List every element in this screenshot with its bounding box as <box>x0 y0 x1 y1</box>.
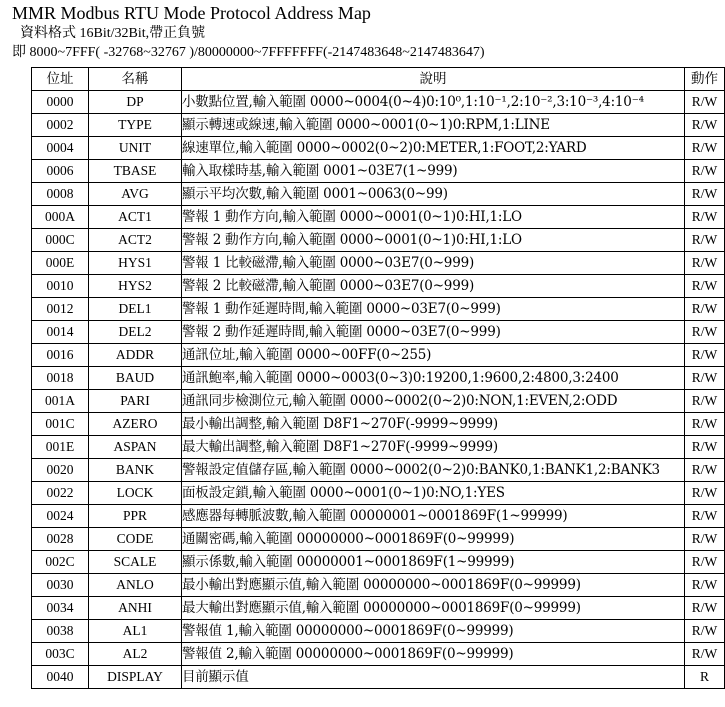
cell-address: 0030 <box>32 574 89 597</box>
table-row <box>32 298 725 321</box>
cell-action: R <box>685 666 725 689</box>
table-row <box>32 344 725 367</box>
data-range-line: 即 8000~7FFF( -32768~32767 )/80000000~7FFFFFFF(-2147483648~2147483647) <box>12 45 485 60</box>
table-row <box>32 390 725 413</box>
cell-description: 最小輸出調整,輸入範圍 D8F1~270F(-9999~9999) <box>182 413 685 436</box>
cell-description: 顯示轉速或線速,輸入範圍 0000~0001(0~1)0:RPM,1:LINE <box>182 114 685 137</box>
cell-address: 000A <box>32 206 89 229</box>
cell-address: 001C <box>32 413 89 436</box>
table-row <box>32 597 725 620</box>
table-body <box>32 91 725 689</box>
cell-action: R/W <box>685 597 725 620</box>
table-row <box>32 666 725 689</box>
header-name: 名稱 <box>89 68 182 91</box>
cell-action: R/W <box>685 183 725 206</box>
table-row <box>32 367 725 390</box>
cell-address: 0040 <box>32 666 89 689</box>
table-row <box>32 482 725 505</box>
cell-action: R/W <box>685 229 725 252</box>
cell-description: 警報 1 比較磁滯,輸入範圍 0000~03E7(0~999) <box>182 252 685 275</box>
cell-action: R/W <box>685 206 725 229</box>
cell-description: 感應器每轉脈波數,輸入範圍 00000001~0001869F(1~99999) <box>182 505 685 528</box>
cell-name: LOCK <box>89 482 182 505</box>
table-row <box>32 551 725 574</box>
cell-name: ACT2 <box>89 229 182 252</box>
cell-address: 0018 <box>32 367 89 390</box>
cell-action: R/W <box>685 551 725 574</box>
cell-description: 小數點位置,輸入範圍 0000~0004(0~4)0:10⁰,1:10⁻¹,2:10⁻²,3:10⁻³,4:10⁻⁴ <box>182 91 685 114</box>
table-row <box>32 459 725 482</box>
cell-name: UNIT <box>89 137 182 160</box>
cell-action: R/W <box>685 459 725 482</box>
cell-address: 0022 <box>32 482 89 505</box>
cell-address: 000E <box>32 252 89 275</box>
cell-name: AZERO <box>89 413 182 436</box>
cell-address: 003C <box>32 643 89 666</box>
cell-address: 001E <box>32 436 89 459</box>
cell-address: 0028 <box>32 528 89 551</box>
cell-action: R/W <box>685 643 725 666</box>
cell-description: 警報 1 動作方向,輸入範圍 0000~0001(0~1)0:HI,1:LO <box>182 206 685 229</box>
cell-description: 警報值 1,輸入範圍 00000000~0001869F(0~99999) <box>182 620 685 643</box>
cell-action: R/W <box>685 574 725 597</box>
cell-name: ACT1 <box>89 206 182 229</box>
cell-address: 0038 <box>32 620 89 643</box>
cell-description: 最大輸出對應顯示值,輸入範圍 00000000~0001869F(0~99999) <box>182 597 685 620</box>
cell-action: R/W <box>685 160 725 183</box>
cell-action: R/W <box>685 298 725 321</box>
table-row <box>32 137 725 160</box>
table-row <box>32 183 725 206</box>
table-row <box>32 413 725 436</box>
table-row <box>32 620 725 643</box>
cell-name: DP <box>89 91 182 114</box>
cell-name: PARI <box>89 390 182 413</box>
cell-description: 線速單位,輸入範圍 0000~0002(0~2)0:METER,1:FOOT,2:YARD <box>182 137 685 160</box>
cell-description: 最大輸出調整,輸入範圍 D8F1~270F(-9999~9999) <box>182 436 685 459</box>
cell-name: ASPAN <box>89 436 182 459</box>
cell-action: R/W <box>685 528 725 551</box>
cell-name: AVG <box>89 183 182 206</box>
cell-description: 輸入取樣時基,輸入範圍 0001~03E7(1~999) <box>182 160 685 183</box>
cell-description: 顯示平均次數,輸入範圍 0001~0063(0~99) <box>182 183 685 206</box>
cell-name: PPR <box>89 505 182 528</box>
cell-description: 警報值 2,輸入範圍 00000000~0001869F(0~99999) <box>182 643 685 666</box>
cell-action: R/W <box>685 367 725 390</box>
cell-address: 000C <box>32 229 89 252</box>
cell-address: 0020 <box>32 459 89 482</box>
cell-description: 警報 2 動作延遲時間,輸入範圍 0000~03E7(0~999) <box>182 321 685 344</box>
cell-name: TYPE <box>89 114 182 137</box>
table-header-row <box>32 68 725 91</box>
cell-address: 0006 <box>32 160 89 183</box>
cell-action: R/W <box>685 505 725 528</box>
cell-name: ADDR <box>89 344 182 367</box>
cell-address: 0014 <box>32 321 89 344</box>
table-row <box>32 643 725 666</box>
cell-description: 警報 1 動作延遲時間,輸入範圍 0000~03E7(0~999) <box>182 298 685 321</box>
cell-address: 0004 <box>32 137 89 160</box>
cell-action: R/W <box>685 137 725 160</box>
data-format-line: 資料格式 16Bit/32Bit,帶正負號 <box>20 26 206 41</box>
cell-name: SCALE <box>89 551 182 574</box>
table-row <box>32 275 725 298</box>
cell-name: BANK <box>89 459 182 482</box>
table-row <box>32 436 725 459</box>
cell-description: 顯示係數,輸入範圍 00000001~0001869F(1~99999) <box>182 551 685 574</box>
cell-address: 0024 <box>32 505 89 528</box>
table-row <box>32 206 725 229</box>
cell-address: 002C <box>32 551 89 574</box>
cell-description: 通訊位址,輸入範圍 0000~00FF(0~255) <box>182 344 685 367</box>
table-row <box>32 114 725 137</box>
cell-action: R/W <box>685 620 725 643</box>
cell-name: AL1 <box>89 620 182 643</box>
cell-description: 目前顯示值 <box>182 666 685 689</box>
cell-action: R/W <box>685 275 725 298</box>
cell-address: 0002 <box>32 114 89 137</box>
cell-address: 0008 <box>32 183 89 206</box>
cell-description: 警報設定值儲存區,輸入範圍 0000~0002(0~2)0:BANK0,1:BANK1,2:BANK3 <box>182 459 685 482</box>
cell-description: 通訊鮑率,輸入範圍 0000~0003(0~3)0:19200,1:9600,2:4800,3:2400 <box>182 367 685 390</box>
cell-name: ANHI <box>89 597 182 620</box>
table-row <box>32 528 725 551</box>
cell-description: 面板設定鎖,輸入範圍 0000~0001(0~1)0:NO,1:YES <box>182 482 685 505</box>
cell-address: 0000 <box>32 91 89 114</box>
cell-name: DEL2 <box>89 321 182 344</box>
cell-name: AL2 <box>89 643 182 666</box>
cell-description: 警報 2 動作方向,輸入範圍 0000~0001(0~1)0:HI,1:LO <box>182 229 685 252</box>
cell-address: 0012 <box>32 298 89 321</box>
header-description: 說明 <box>182 68 685 91</box>
cell-address: 001A <box>32 390 89 413</box>
cell-description: 通訊同步檢測位元,輸入範圍 0000~0002(0~2)0:NON,1:EVEN,2:ODD <box>182 390 685 413</box>
table-row <box>32 91 725 114</box>
cell-action: R/W <box>685 321 725 344</box>
cell-action: R/W <box>685 482 725 505</box>
cell-action: R/W <box>685 436 725 459</box>
table-row <box>32 321 725 344</box>
header-address: 位址 <box>32 68 89 91</box>
table-row <box>32 252 725 275</box>
cell-action: R/W <box>685 390 725 413</box>
table-row <box>32 229 725 252</box>
cell-action: R/W <box>685 252 725 275</box>
cell-name: HYS2 <box>89 275 182 298</box>
cell-name: DISPLAY <box>89 666 182 689</box>
document-title: MMR Modbus RTU Mode Protocol Address Map <box>12 3 371 23</box>
cell-action: R/W <box>685 413 725 436</box>
cell-description: 警報 2 比較磁滯,輸入範圍 0000~03E7(0~999) <box>182 275 685 298</box>
cell-action: R/W <box>685 344 725 367</box>
cell-address: 0010 <box>32 275 89 298</box>
table-row <box>32 574 725 597</box>
cell-action: R/W <box>685 114 725 137</box>
cell-name: BAUD <box>89 367 182 390</box>
address-map-table <box>31 67 725 689</box>
cell-action: R/W <box>685 91 725 114</box>
table-row <box>32 160 725 183</box>
header-action: 動作 <box>685 68 725 91</box>
cell-name: DEL1 <box>89 298 182 321</box>
cell-address: 0034 <box>32 597 89 620</box>
cell-name: TBASE <box>89 160 182 183</box>
cell-description: 最小輸出對應顯示值,輸入範圍 00000000~0001869F(0~99999) <box>182 574 685 597</box>
cell-name: ANLO <box>89 574 182 597</box>
cell-description: 通關密碼,輸入範圍 00000000~0001869F(0~99999) <box>182 528 685 551</box>
table-row <box>32 505 725 528</box>
cell-name: CODE <box>89 528 182 551</box>
cell-address: 0016 <box>32 344 89 367</box>
cell-name: HYS1 <box>89 252 182 275</box>
